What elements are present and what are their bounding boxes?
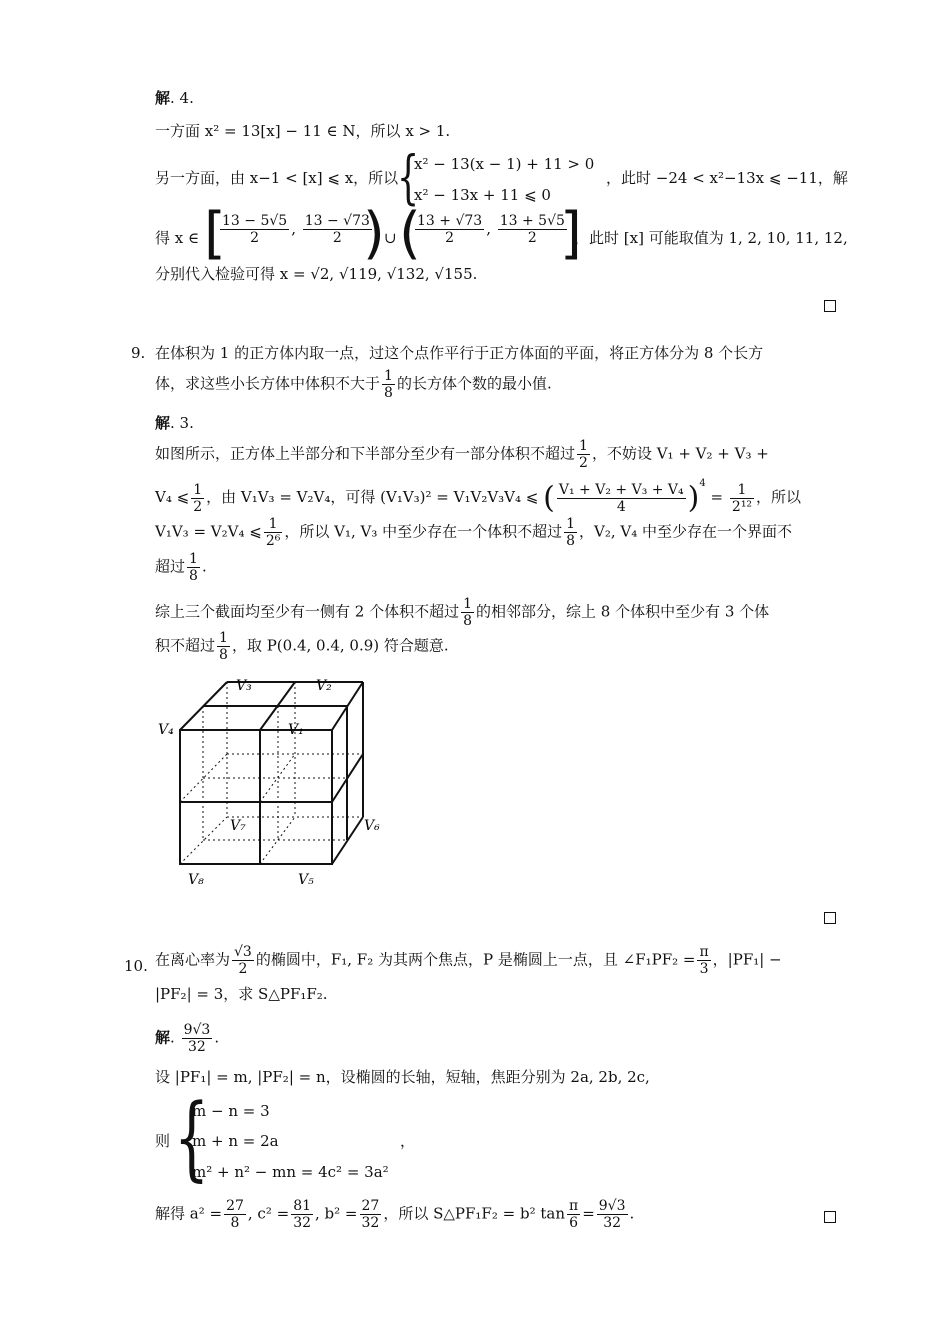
p9-sol-line2: V₄ ⩽ $\frac{1}{2}$ ，由 V₁V₃ = V₂V₄，可得 (V₁V₃)² = V₁V₂V₃V₄ ⩽ ( $\frac{\text{V₁ + V₂ + V₃ + V₄}}{4}$ )$^4$ = $\frac{1}{\text{2¹²}}$ ，所以 [155, 478, 802, 516]
fraction: $\frac{1}{2}$ [579, 438, 588, 471]
p10-number: 10. [124, 957, 148, 975]
answer-value: . 4. [170, 89, 194, 107]
fraction: $\frac{27}{32}$ [361, 1198, 380, 1231]
fraction: $\frac{13 + 5√5}{2}$ [499, 213, 565, 246]
fraction: $\frac{13 - 5√5}{2}$ [222, 213, 288, 246]
p8-line2a: 另一方面，由 x−1 < [x] ⩽ x，所以 [155, 169, 399, 187]
fraction: $\frac{13 + √73}{2}$ [417, 213, 483, 246]
answer-label: 解 [155, 89, 171, 107]
p8-line1: 一方面 x² = 13[x] − 11 ∈ N，所以 x > 1. [155, 122, 451, 140]
fraction: $\frac{9√3}{32}$ [183, 1022, 211, 1055]
p8-interval1: $\frac{13 - 5√5}{2}$ , $\frac{13 - √73}{2}$ [222, 213, 370, 246]
p8-line3a: 得 x ∈ [155, 229, 200, 247]
fraction: $\frac{\text{V₁ + V₂ + V₃ + V₄}}{4}$ [558, 481, 684, 515]
p9-sol-line3: V₁V₃ = V₂V₄ ⩽ $\frac{1}{\text{2⁶}}$ ，所以 V₁, V₃ 中至少存在一个体积不超过 $\frac{1}{8}$ ，V₂, V₄ 中至少存在一个界面不 [155, 516, 793, 549]
p9-question-line2: 体，求这些小长方体中体积不大于 $\frac{1}{8}$ 的长方体个数的最小值. [155, 368, 552, 401]
label-v4: V₄ [158, 722, 174, 738]
fraction: $\frac{1}{8}$ [219, 630, 228, 663]
cube-diagram [150, 672, 390, 892]
fraction: $\frac{\pi}{3}$ [699, 944, 709, 977]
left-bracket: [ [204, 201, 226, 266]
cup-symbol: ∪ [384, 229, 397, 247]
fraction: $\frac{√3}{2}$ [234, 944, 252, 977]
fraction: $\frac{27}{8}$ [226, 1198, 244, 1231]
p9-answer [155, 413, 194, 433]
label-v2: V₂ [316, 678, 332, 694]
label-v1: V₁ [288, 722, 304, 738]
fraction: $\frac{13 - √73}{2}$ [304, 213, 370, 246]
p10-system-row1: m − n = 3 [192, 1102, 270, 1120]
p8-answer [155, 88, 194, 108]
p10-then: 则 [155, 1132, 171, 1150]
p9-number: 9. [131, 344, 146, 362]
qed-box [824, 300, 836, 312]
fraction: $\frac{1}{8}$ [384, 368, 393, 401]
fraction: $\frac{1}{2}$ [193, 481, 203, 515]
left-brace: { [174, 1084, 210, 1191]
label-v5: V₅ [298, 872, 314, 888]
p8-system-row1: x² − 13(x − 1) + 11 > 0 [414, 155, 595, 173]
p10-system-row3: m² + n² − mn = 4c² = 3a² [192, 1163, 389, 1181]
p8-system-row2: x² − 13x + 11 ⩽ 0 [414, 186, 551, 204]
p10-sol-line1: 设 |PF₁| = m, |PF₂| = n，设椭圆的长轴，短轴，焦距分别为 2a, 2b, 2c, [155, 1068, 650, 1086]
label-v8: V₈ [188, 872, 204, 888]
qed-box [824, 912, 836, 924]
p8-interval2: $\frac{13 + √73}{2}$ , $\frac{13 + 5√5}{2}$ [417, 213, 565, 246]
fraction: $\frac{1}{8}$ [189, 551, 198, 584]
p9-sol-line6: 积不超过 $\frac{1}{8}$ ，取 P(0.4, 0.4, 0.9) 符合题意. [155, 630, 449, 663]
fraction: $\frac{9√3}{32}$ [598, 1198, 626, 1231]
p9-sol-line1: 如图所示，正方体上半部分和下半部分至少有一部分体积不超过 $\frac{1}{2}$ ，不妨设 V₁ + V₂ + V₃ + [155, 438, 769, 471]
left-paren: ( [399, 201, 421, 266]
answer-value: . 3. [170, 414, 194, 432]
label-v3: V₃ [236, 678, 252, 694]
right-bracket: ] [560, 201, 582, 266]
p10-answer: 解. $\frac{9√3}{32}$ . [155, 1022, 220, 1055]
fraction: $\frac{81}{32}$ [293, 1198, 312, 1231]
p9-sol-line5: 综上三个截面均至少有一侧有 2 个体积不超过 $\frac{1}{8}$ 的相邻部分，综上 8 个体积中至少有 3 个体 [155, 596, 770, 629]
answer-label: 解 [155, 1028, 171, 1047]
fraction: $\frac{1}{\text{2⁶}}$ [265, 516, 281, 549]
p9-question-line1: 在体积为 1 的正方体内取一点，过这个点作平行于正方体面的平面，将正方体分为 8 个长方 [155, 344, 764, 362]
p10-sol-line3: 解得 a² = $\frac{27}{8}$ , c² = $\frac{81}{32}$ , b² = $\frac{27}{32}$ ，所以 S△PF₁F₂ = b² tan $\frac{\pi}{6}$ = $\frac{9√3}{32}$ . [155, 1198, 635, 1231]
p8-line3b: ，此时 [x] 可能取值为 1, 2, 10, 11, 12, [574, 229, 848, 247]
left-brace: { [397, 143, 420, 211]
p10-question-line2: |PF₂| = 3，求 S△PF₁F₂. [155, 985, 328, 1003]
answer-label: 解 [155, 414, 171, 432]
fraction: $\frac{1}{\text{2¹²}}$ [731, 481, 753, 515]
right-paren: ) [363, 201, 385, 266]
qed-box [824, 1211, 836, 1223]
p10-question-line1: 在离心率为 $\frac{√3}{2}$ 的椭圆中，F₁, F₂ 为其两个焦点，P 是椭圆上一点，且 ∠F₁PF₂ = $\frac{\pi}{3}$ ，|PF₁| − [155, 944, 782, 977]
p8-line2b: ，此时 −24 < x²−13x ⩽ −11，解 [606, 169, 848, 187]
p10-comma: ， [400, 1132, 416, 1150]
p10-system-row2: m + n = 2a [192, 1132, 279, 1150]
fraction: $\frac{\pi}{6}$ [568, 1198, 579, 1231]
fraction: $\frac{1}{8}$ [566, 516, 576, 549]
fraction: $\frac{1}{8}$ [463, 596, 473, 629]
label-v7: V₇ [230, 818, 246, 834]
label-v6: V₆ [364, 818, 380, 834]
p9-sol-line4: 超过 $\frac{1}{8}$ . [155, 551, 207, 584]
p8-line4: 分别代入检验可得 x = √2, √119, √132, √155. [155, 265, 478, 283]
